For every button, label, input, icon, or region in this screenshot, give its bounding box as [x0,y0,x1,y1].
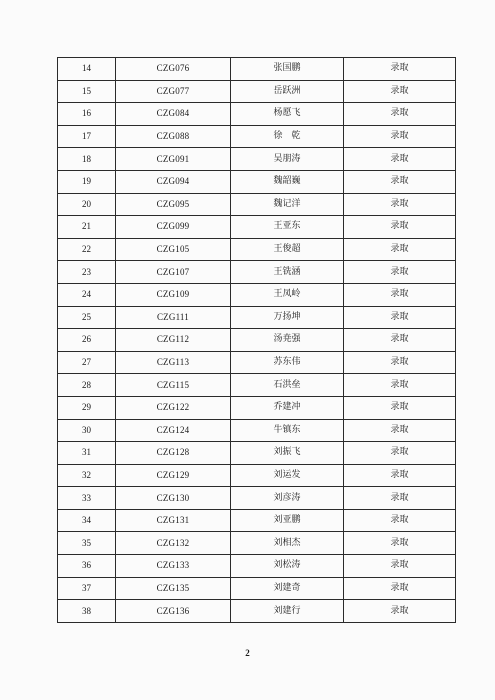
admission-status-cell: 录取 [344,532,456,555]
candidate-code-cell: CZG131 [116,509,231,532]
table-row [58,464,456,487]
row-number-cell: 36 [58,555,116,578]
candidate-code-cell: CZG112 [116,329,231,352]
row-number-cell: 38 [58,600,116,623]
candidate-name-cell: 刘彦涛 [231,487,344,510]
candidate-code-cell: CZG136 [116,600,231,623]
admission-status-cell: 录取 [344,58,456,81]
row-number-cell: 28 [58,374,116,397]
table-row [58,555,456,578]
row-number-cell: 23 [58,261,116,284]
admission-status-cell: 录取 [344,103,456,126]
candidate-name-cell: 魏韶巍 [231,170,344,193]
admission-status-cell: 录取 [344,148,456,171]
admission-status-cell: 录取 [344,238,456,261]
candidate-code-cell: CZG105 [116,238,231,261]
row-number-cell: 35 [58,532,116,555]
table-row [58,80,456,103]
candidate-code-cell: CZG130 [116,487,231,510]
table-row [58,351,456,374]
table-row [58,170,456,193]
candidate-name-cell: 徐 乾 [231,125,344,148]
candidate-code-cell: CZG094 [116,170,231,193]
candidate-code-cell: CZG084 [116,103,231,126]
row-number-cell: 32 [58,464,116,487]
admission-results-table [57,57,456,623]
candidate-code-cell: CZG135 [116,577,231,600]
table-row [58,532,456,555]
table-row [58,283,456,306]
table-row [58,148,456,171]
row-number-cell: 27 [58,351,116,374]
table-row [58,125,456,148]
candidate-name-cell: 刘松涛 [231,555,344,578]
candidate-name-cell: 岳跃洲 [231,80,344,103]
admission-status-cell: 录取 [344,396,456,419]
admission-status-cell: 录取 [344,193,456,216]
candidate-code-cell: CZG099 [116,216,231,239]
table-row [58,374,456,397]
row-number-cell: 30 [58,419,116,442]
table-row [58,419,456,442]
row-number-cell: 25 [58,306,116,329]
candidate-name-cell: 魏记洋 [231,193,344,216]
table-row [58,193,456,216]
candidate-name-cell: 张国鹏 [231,58,344,81]
row-number-cell: 24 [58,283,116,306]
candidate-code-cell: CZG109 [116,283,231,306]
candidate-name-cell: 刘运发 [231,464,344,487]
row-number-cell: 19 [58,170,116,193]
admission-status-cell: 录取 [344,600,456,623]
row-number-cell: 21 [58,216,116,239]
candidate-name-cell: 刘振飞 [231,442,344,465]
candidate-code-cell: CZG133 [116,555,231,578]
table-row [58,577,456,600]
row-number-cell: 17 [58,125,116,148]
candidate-code-cell: CZG132 [116,532,231,555]
row-number-cell: 34 [58,509,116,532]
row-number-cell: 18 [58,148,116,171]
table-row [58,306,456,329]
candidate-name-cell: 吴朋涛 [231,148,344,171]
candidate-name-cell: 王俊超 [231,238,344,261]
page-number: 2 [245,648,250,658]
table-row [58,103,456,126]
admission-status-cell: 录取 [344,125,456,148]
row-number-cell: 22 [58,238,116,261]
table-row [58,329,456,352]
table-row [58,238,456,261]
admission-status-cell: 录取 [344,577,456,600]
table-row [58,58,456,81]
admission-status-cell: 录取 [344,442,456,465]
candidate-code-cell: CZG091 [116,148,231,171]
candidate-code-cell: CZG129 [116,464,231,487]
candidate-name-cell: 刘建奇 [231,577,344,600]
row-number-cell: 14 [58,58,116,81]
table-row [58,487,456,510]
row-number-cell: 20 [58,193,116,216]
table-row [58,600,456,623]
row-number-cell: 29 [58,396,116,419]
admission-status-cell: 录取 [344,464,456,487]
row-number-cell: 26 [58,329,116,352]
row-number-cell: 37 [58,577,116,600]
admission-status-cell: 录取 [344,509,456,532]
candidate-name-cell: 王铣涵 [231,261,344,284]
admission-status-cell: 录取 [344,216,456,239]
table-row [58,509,456,532]
candidate-code-cell: CZG077 [116,80,231,103]
candidate-name-cell: 万扬坤 [231,306,344,329]
row-number-cell: 31 [58,442,116,465]
candidate-name-cell: 杨愿飞 [231,103,344,126]
candidate-code-cell: CZG124 [116,419,231,442]
candidate-code-cell: CZG107 [116,261,231,284]
row-number-cell: 16 [58,103,116,126]
admission-status-cell: 录取 [344,419,456,442]
admission-status-cell: 录取 [344,351,456,374]
candidate-name-cell: 苏东伟 [231,351,344,374]
admission-status-cell: 录取 [344,261,456,284]
candidate-code-cell: CZG122 [116,396,231,419]
table-row [58,216,456,239]
candidate-code-cell: CZG095 [116,193,231,216]
candidate-name-cell: 石洪垒 [231,374,344,397]
admission-status-cell: 录取 [344,80,456,103]
admission-status-cell: 录取 [344,374,456,397]
candidate-name-cell: 刘相杰 [231,532,344,555]
candidate-name-cell: 乔建冲 [231,396,344,419]
candidate-code-cell: CZG128 [116,442,231,465]
table-row [58,442,456,465]
candidate-code-cell: CZG111 [116,306,231,329]
candidate-name-cell: 刘亚鹏 [231,509,344,532]
row-number-cell: 15 [58,80,116,103]
table-row [58,261,456,284]
candidate-code-cell: CZG115 [116,374,231,397]
admission-status-cell: 录取 [344,329,456,352]
candidate-code-cell: CZG076 [116,58,231,81]
candidate-name-cell: 王亚东 [231,216,344,239]
table-body [58,58,456,623]
candidate-name-cell: 汤尭强 [231,329,344,352]
candidate-name-cell: 王凤岭 [231,283,344,306]
admission-status-cell: 录取 [344,283,456,306]
row-number-cell: 33 [58,487,116,510]
table-row [58,396,456,419]
admission-status-cell: 录取 [344,170,456,193]
candidate-code-cell: CZG088 [116,125,231,148]
candidate-code-cell: CZG113 [116,351,231,374]
candidate-name-cell: 刘建行 [231,600,344,623]
admission-status-cell: 录取 [344,487,456,510]
admission-status-cell: 录取 [344,306,456,329]
admission-status-cell: 录取 [344,555,456,578]
candidate-name-cell: 牛镇东 [231,419,344,442]
